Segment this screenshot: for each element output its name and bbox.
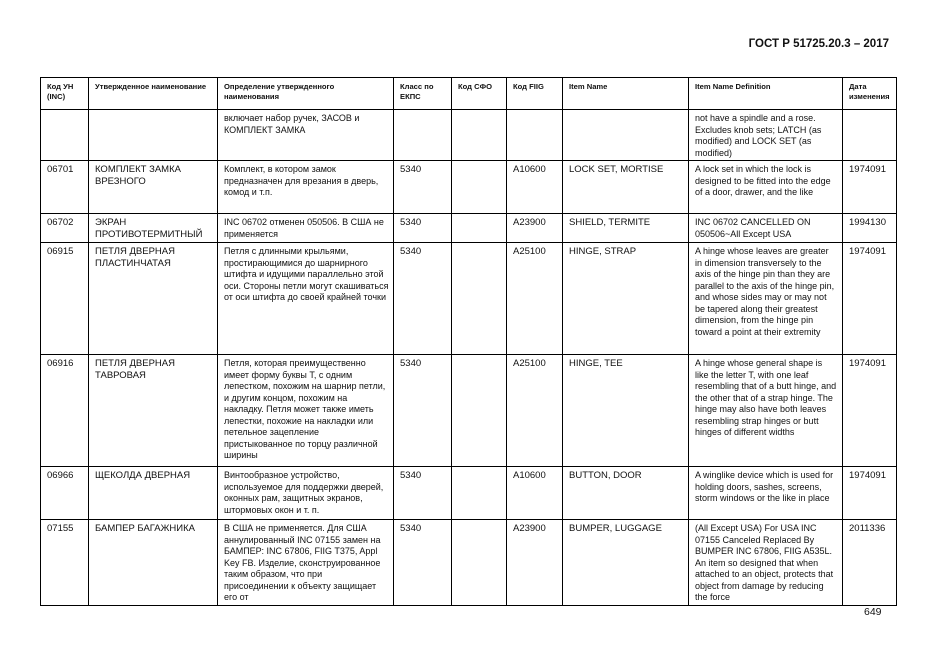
cell-fsc: 5340 <box>394 467 452 520</box>
cell-code: 07155 <box>41 520 89 606</box>
cell-def-en: A hinge whose leaves are greater in dimension transversely to the axis of the hinge pin than they are parallel to the axis of the hinge pin, and whose sides may or may not be tapered along their greatest dimension, from the hinge pin toward a point at their extremity <box>689 243 843 355</box>
inc-table <box>40 77 897 606</box>
cell-def-en: not have a spindle and a rose. Excludes knob sets; LATCH (as modified) and LOCK SET (as modified) <box>689 110 843 161</box>
header-definition: Определение утвержденного наименования <box>218 78 394 110</box>
cell-date: 2011336 <box>843 520 897 606</box>
cell-fsc: 5340 <box>394 355 452 467</box>
header-date: Дата изменения <box>843 78 897 110</box>
cell-sfo <box>452 214 507 243</box>
cell-fiig: A25100 <box>507 355 563 467</box>
table-row <box>41 467 897 520</box>
cell-date: 1974091 <box>843 243 897 355</box>
cell-code: 06966 <box>41 467 89 520</box>
cell-fiig: A10600 <box>507 467 563 520</box>
cell-def-en: A lock set in which the lock is designed to be fitted into the edge of a door, drawer, and the like <box>689 161 843 214</box>
cell-sfo <box>452 110 507 161</box>
header-item-name: Item Name <box>563 78 689 110</box>
cell-name-ru: БАМПЕР БАГАЖНИКА <box>89 520 218 606</box>
cell-def-ru: включает набор ручек, ЗАСОВ и КОМПЛЕКТ ЗАМКА <box>218 110 394 161</box>
page-number: 649 <box>864 606 882 618</box>
cell-def-ru: Петля с длинными крыльями, простирающимися до шарнирного штифта и идущими параллельно этой оси. Стороны петли могут скашиваться от оси штифта до своей крайней точки <box>218 243 394 355</box>
cell-fsc: 5340 <box>394 520 452 606</box>
header-item-definition: Item Name Definition <box>689 78 843 110</box>
cell-date <box>843 110 897 161</box>
cell-def-ru: INC 06702 отменен 050506. В США не применяется <box>218 214 394 243</box>
cell-item-name: BUMPER, LUGGAGE <box>563 520 689 606</box>
cell-item-name <box>563 110 689 161</box>
cell-code: 06916 <box>41 355 89 467</box>
cell-fiig: A10600 <box>507 161 563 214</box>
cell-def-en: A hinge whose general shape is like the letter T, with one leaf resembling that of a butt hinge, and the other that of a strap hinge. The hinge may also have both leaves resembling strap hinges or butt hinges of different widths <box>689 355 843 467</box>
cell-item-name: SHIELD, TERMITE <box>563 214 689 243</box>
header-fiig: Код FIIG <box>507 78 563 110</box>
table-header-row <box>41 78 897 110</box>
table-row <box>41 161 897 214</box>
cell-code <box>41 110 89 161</box>
cell-def-ru: Комплект, в котором замок предназначен для врезания в дверь, комод и т.п. <box>218 161 394 214</box>
cell-date: 1974091 <box>843 161 897 214</box>
table-row <box>41 243 897 355</box>
cell-sfo <box>452 467 507 520</box>
cell-fiig <box>507 110 563 161</box>
cell-def-ru: Винтообразное устройство, используемое для поддержки дверей, оконных рам, защитных экранов, штормовых окон и т. п. <box>218 467 394 520</box>
cell-date: 1974091 <box>843 467 897 520</box>
cell-item-name: HINGE, TEE <box>563 355 689 467</box>
cell-date: 1974091 <box>843 355 897 467</box>
cell-fsc: 5340 <box>394 161 452 214</box>
header-approved-name: Утвержденное наименование <box>89 78 218 110</box>
document-standard-header: ГОСТ Р 51725.20.3 – 2017 <box>748 38 889 50</box>
cell-sfo <box>452 161 507 214</box>
cell-fsc <box>394 110 452 161</box>
cell-name-ru: КОМПЛЕКТ ЗАМКА ВРЕЗНОГО <box>89 161 218 214</box>
cell-def-ru: Петля, которая преимущественно имеет форму буквы Т, с одним лепестком, похожим на шарнир петли, и другим концом, похожим на накладку. Петля может также иметь лепестки, похожие на накладки или петельное зацепление пристыкованное по торцу различной ширины <box>218 355 394 467</box>
cell-name-ru: ЭКРАН ПРОТИВОТЕРМИТНЫЙ <box>89 214 218 243</box>
cell-name-ru: ЩЕКОЛДА ДВЕРНАЯ <box>89 467 218 520</box>
cell-sfo <box>452 355 507 467</box>
cell-item-name: HINGE, STRAP <box>563 243 689 355</box>
cell-fsc: 5340 <box>394 243 452 355</box>
cell-def-ru: В США не применяется. Для США аннулированный INC 07155 замен на БАМПЕР: INC 67806, FIIG T375, Appl Key FB. Изделие, сконструированное таким образом, что при присоединении к объекту защищает его от <box>218 520 394 606</box>
header-sfo: Код СФО <box>452 78 507 110</box>
cell-def-en: INC 06702 CANCELLED ON 050506~All Except USA <box>689 214 843 243</box>
header-code: Код УН (INC) <box>41 78 89 110</box>
cell-item-name: BUTTON, DOOR <box>563 467 689 520</box>
cell-name-ru: ПЕТЛЯ ДВЕРНАЯ ТАВРОВАЯ <box>89 355 218 467</box>
cell-name-ru <box>89 110 218 161</box>
cell-fsc: 5340 <box>394 214 452 243</box>
table-row <box>41 110 897 161</box>
header-class: Класс по ЕКПС <box>394 78 452 110</box>
cell-sfo <box>452 243 507 355</box>
table-row <box>41 214 897 243</box>
table-row <box>41 355 897 467</box>
cell-item-name: LOCK SET, MORTISE <box>563 161 689 214</box>
cell-def-en: A winglike device which is used for holding doors, sashes, screens, storm windows or the like in place <box>689 467 843 520</box>
cell-code: 06915 <box>41 243 89 355</box>
cell-date: 1994130 <box>843 214 897 243</box>
cell-name-ru: ПЕТЛЯ ДВЕРНАЯ ПЛАСТИНЧАТАЯ <box>89 243 218 355</box>
cell-code: 06702 <box>41 214 89 243</box>
cell-sfo <box>452 520 507 606</box>
cell-code: 06701 <box>41 161 89 214</box>
cell-def-en: (All Except USA) For USA INC 07155 Canceled Replaced By BUMPER INC 67806, FIIG A535L. An item so designed that when attached to an object, protects that object from damage by reducing the force <box>689 520 843 606</box>
cell-fiig: A23900 <box>507 214 563 243</box>
cell-fiig: A23900 <box>507 520 563 606</box>
table-row <box>41 520 897 606</box>
cell-fiig: A25100 <box>507 243 563 355</box>
